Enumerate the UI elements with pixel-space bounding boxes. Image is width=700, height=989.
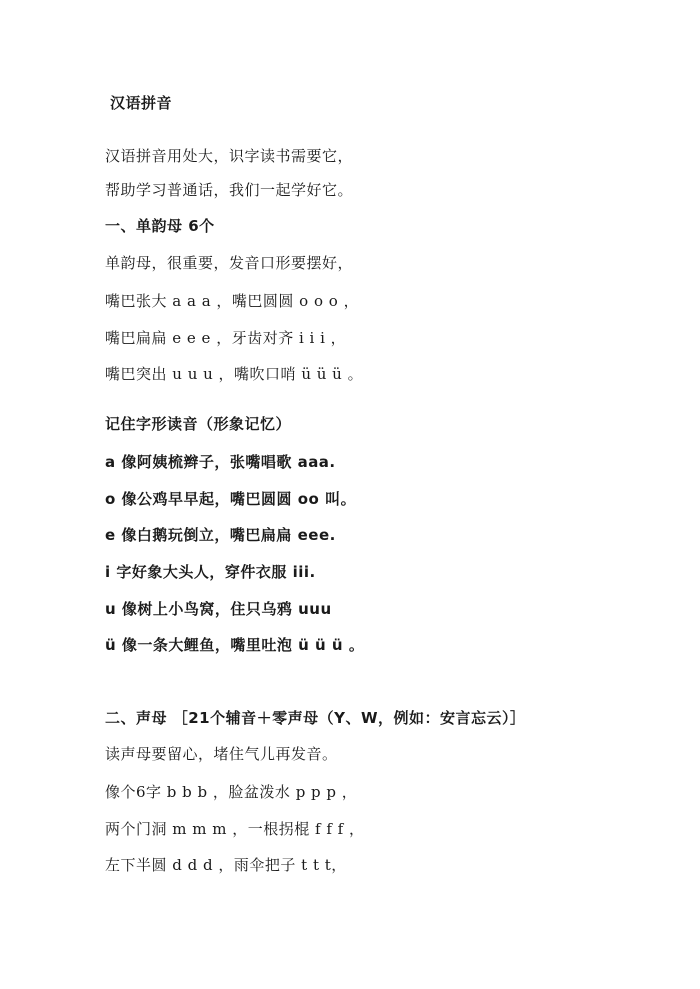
memory-line: a 像阿姨梳辫子，张嘴唱歌 aaa. [105,453,336,471]
memory-line: e 像白鹅玩倒立，嘴巴扁扁 eee. [105,526,336,544]
section-heading: 二、声母 ［21个辅音＋零声母（Y、W，例如：安言忘云）］ [105,709,526,727]
section-heading: 记住字形读音（形象记忆） [105,415,292,433]
memory-line: i 字好象大头人，穿件衣服 iii. [105,563,316,581]
text-line: 嘴巴突出 u u u ，嘴吹口哨 ü ü ü 。 [105,365,364,383]
text-line: 嘴巴张大 a a a ，嘴巴圆圆 o o o ， [105,292,360,310]
page-title: 汉语拼音 [110,94,173,112]
text-line: 读声母要留心，堵住气儿再发音。 [105,745,338,763]
memory-line: ü 像一条大鲤鱼，嘴里吐泡 ü ü ü 。 [105,636,365,654]
intro-line: 帮助学习普通话，我们一起学好它。 [105,181,354,199]
text-line: 单韵母，很重要，发音口形要摆好， [105,254,354,272]
intro-line: 汉语拼音用处大，识字读书需要它， [105,147,354,165]
text-line: 像个6字 b b b ，脸盆泼水 p p p ， [105,783,358,801]
section-heading: 一、单韵母 6个 [105,217,215,235]
text-line: 两个门洞 m m m ，一根拐棍 f f f ， [105,820,365,838]
memory-line: u 像树上小鸟窝，住只乌鸦 uuu [105,600,332,618]
text-line: 嘴巴扁扁 e e e ，牙齿对齐 i i i ， [105,329,347,347]
memory-line: o 像公鸡早早起，嘴巴圆圆 oo 叫。 [105,490,357,508]
text-line: 左下半圆 d d d ，雨伞把子 t t t， [105,856,347,874]
